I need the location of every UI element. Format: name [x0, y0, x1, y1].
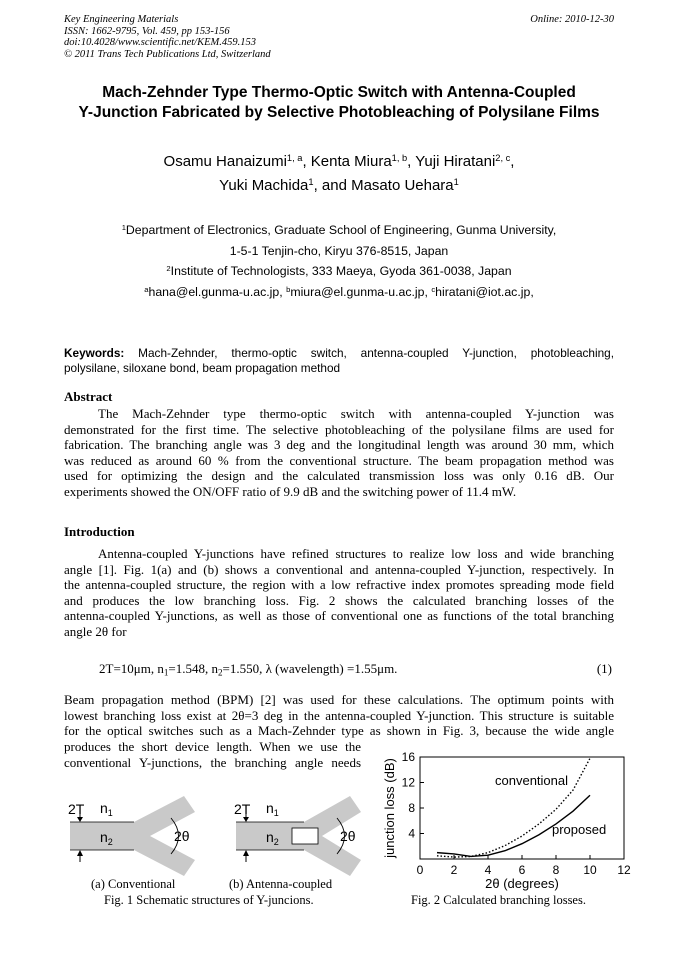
issn: ISSN: 1662-9795, Vol. 459, pp 153-156: [64, 25, 230, 37]
affiliation-1: $^1$Department of Electronics, Graduate School of Engineering, Gunma University,: [121, 222, 557, 237]
label-n2: $n_2$: [266, 829, 279, 847]
copyright: © 2011 Trans Tech Publications Ltd, Switzerland: [64, 48, 271, 60]
label-n1: $n_1$: [266, 800, 279, 818]
y-tick-label: 16: [401, 750, 415, 764]
x-tick-label: 10: [583, 863, 597, 877]
x-tick-label: 8: [552, 863, 560, 877]
label-2T: 2T: [234, 801, 251, 817]
running-header: [64, 14, 271, 60]
journal-name: Key Engineering Materials: [64, 14, 179, 25]
label-n2: $n_2$: [100, 829, 113, 847]
x-tick-label: 2: [450, 863, 458, 877]
introduction-body-3: produces the short device length. When we use the conventional Y-junctions, the branching angle needs: [64, 739, 361, 770]
label-angle: 2θ: [340, 828, 356, 844]
fig1-schematic: [64, 790, 374, 880]
author-line-1: Osamu Hanaizumi$^{1, a}$, Kenta Miura$^{1, b}$, Yuji Hiratani$^{2, c}$,: [163, 152, 515, 170]
fig1a-caption: (a) Conventional: [91, 877, 176, 891]
paper-title: Mach-Zehnder Type Thermo-Optic Switch with Antenna-Coupled Y-Junction Fabricated by Selective Photobleaching of Polysilane Films: [78, 84, 600, 121]
y-axis-ticks: [402, 750, 424, 841]
doi: doi:10.4028/www.scientific.net/KEM.459.153: [64, 37, 256, 48]
email-line: $^a$hana@el.gunma-u.ac.jp, $^b$miura@el.gunma-u.ac.jp, $^c$hiratani@iot.ac.jp,: [144, 284, 534, 299]
email-link[interactable]: hiratani@iot.ac.jp,: [435, 284, 534, 299]
equation-number: (1): [596, 661, 612, 676]
y-tick-label: 8: [408, 801, 415, 815]
label-angle: 2θ: [174, 828, 190, 844]
author-name: Yuji Hiratani: [415, 153, 496, 170]
series-label-conventional: conventional: [495, 773, 568, 788]
y-tick-label: 4: [408, 826, 415, 841]
x-tick-label: 6: [518, 863, 526, 877]
series-label-proposed: proposed: [552, 822, 607, 837]
introduction-heading: Introduction: [64, 524, 135, 539]
affiliation-2: $^2$Institute of Technologists, 333 Maeya, Gyoda 361-0038, Japan: [166, 263, 512, 278]
x-tick-label: 0: [416, 863, 424, 877]
author-line-2: Yuki Machida$^1$, and Masato Uehara$^1$: [219, 176, 459, 194]
fig1-caption: Fig. 1 Schematic structures of Y-juncions.: [104, 893, 314, 907]
abstract-body: The Mach-Zehnder type thermo-optic switch with antenna-coupled Y-junction was demonstrated for the first time. The selective photobleaching of the polysilane films are used for fabrication. The branching angle was 3 deg and the longitudinal length was around 30 mm, which was reduced as around 60 % from the conventional structure. The beam propagation method was used for optimizing the design and the calculated transmission loss was only 0.16 dB. Our experiments showed the ON/OFF ratio of 9.9 dB and the switching power of 11.4 mW.: [64, 406, 614, 499]
online-date: Online: 2010-12-30: [530, 14, 614, 25]
x-axis-label: 2θ (degrees): [485, 876, 559, 891]
fig1b-y-junction: [234, 796, 361, 876]
label-n1: $n_1$: [100, 800, 113, 818]
equation-1: 2T=10μm, $n_1=1.548$, $n_2=1.550$, λ (wavelength) =1.55μm.: [99, 661, 398, 678]
email-link[interactable]: hana@el.gunma-u.ac.jp,: [148, 284, 287, 299]
author-name: Osamu Hanaizumi: [163, 153, 287, 170]
x-tick-label: 4: [484, 863, 492, 877]
y-axis-label: junction loss (dB): [382, 758, 397, 858]
keywords: Keywords: Mach-Zehnder, thermo-optic switch, antenna-coupled Y-junction, photobleaching, polysilane, siloxane bond, beam propagation method: [64, 346, 615, 375]
keywords-label: Keywords:: [64, 346, 125, 360]
author-name: Yuki Machida: [219, 177, 309, 194]
email-link[interactable]: miura@el.gunma-u.ac.jp,: [290, 284, 432, 299]
x-axis-ticks: [417, 855, 631, 877]
fig2-chart: [378, 748, 648, 893]
author-name: Kenta Miura: [310, 153, 392, 170]
abstract-heading: Abstract: [64, 389, 113, 404]
introduction-body-2: Beam propagation method (BPM) [2] was used for these calculations. The optimum points with lowest branching loss exist at 2θ=3 deg in the antenna-coupled Y-junction. This structure is suitable for the optical switches such as a Mach-Zehnder type as shown in Fig. 3, because the wide angle: [64, 692, 614, 738]
author-name: Masato Uehara: [351, 177, 454, 194]
introduction-body: Antenna-coupled Y-junctions have refined structures to realize low loss and wide branching angle [1]. Fig. 1(a) and (b) shows a conventional and antenna-coupled Y-junction, respectively. In the antenna-coupled structure, the region with a low refractive index promotes spreading mode field and produces the low branching loss. Fig. 2 shows the calculated branching losses of the antenna-coupled Y-junctions, as well as those of conventional one as functions of the total branching angle 2θ for: [64, 546, 614, 639]
fig2-caption: Fig. 2 Calculated branching losses.: [411, 893, 586, 907]
affiliations: $^1$Department of Electronics, Graduate School of Engineering, Gunma University, 1-5-1 Tenjin-cho, Kiryu 376-8515, Japan $^2$Institute of Technologists, 333 Maeya, Gyoda 361-0038, Japan $^a$hana@el.gunma-u.ac.jp, $^b$miura@el.gunma-u.ac.jp, $^c$hiratani@iot.ac.jp,: [40, 220, 638, 302]
x-tick-label: 12: [617, 863, 631, 877]
label-2T: 2T: [68, 801, 85, 817]
fig1a-y-junction: [68, 796, 195, 876]
author-list: [40, 150, 638, 198]
fig1b-caption: (b) Antenna-coupled: [229, 877, 333, 891]
y-tick-label: 12: [401, 775, 415, 790]
